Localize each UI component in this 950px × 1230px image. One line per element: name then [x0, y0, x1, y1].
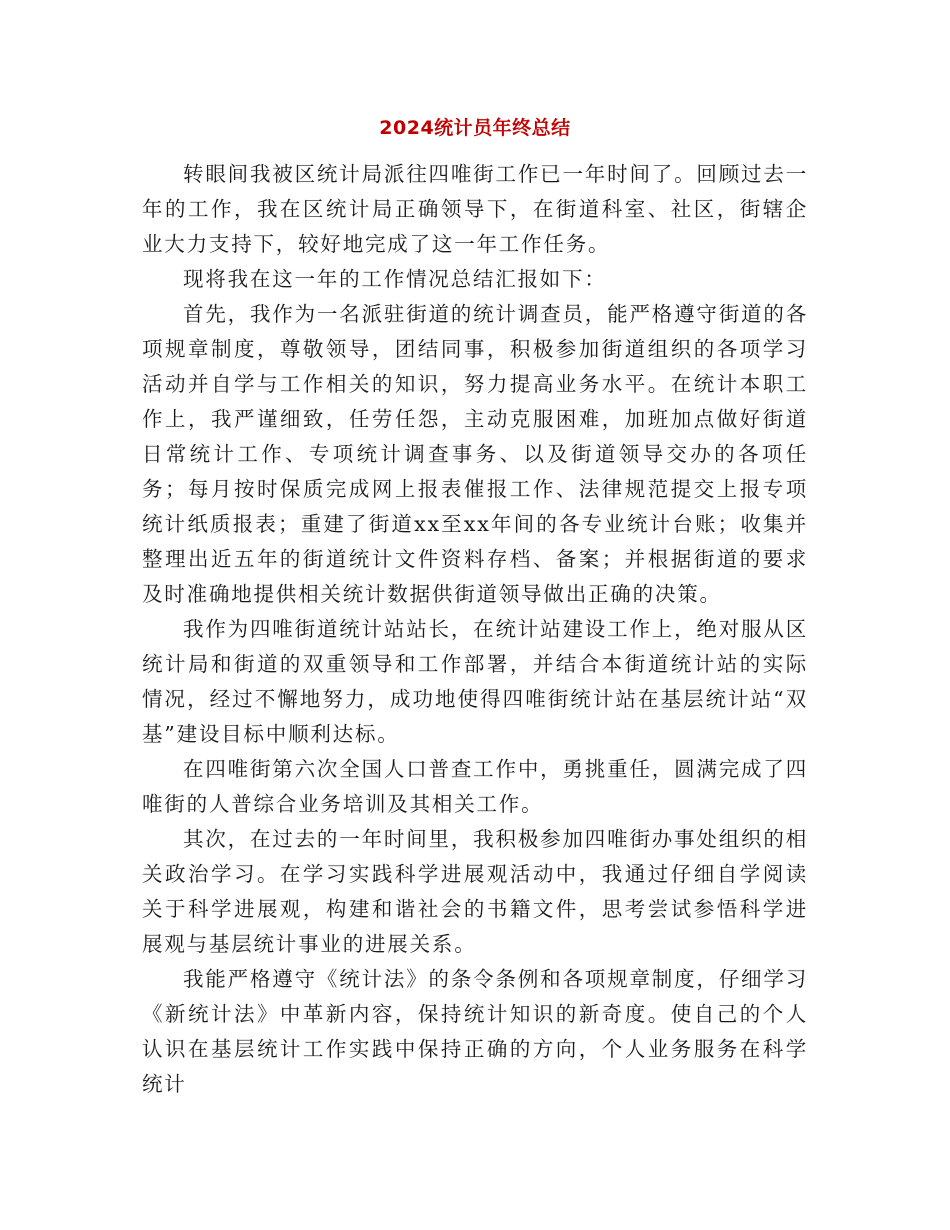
paragraph-intro: 转眼间我被区统计局派往四唯街工作已一年时间了。回顾过去一年的工作，我在区统计局正确领导下，在街道科室、社区，街辖企业大力支持下，较好地完成了这一年工作任务。 — [142, 162, 808, 256]
paragraph-statistics-law: 我能严格遵守《统计法》的条令条例和各项规章制度，仔细学习《新统计法》中革新内容，保持统计知识的新奇度。使自己的个人认识在基层统计工作实践中保持正确的方向，个人业务服务在科学统计 — [142, 967, 808, 1096]
document-title: 2024统计员年终总结 — [379, 117, 571, 139]
paragraph-first-duties: 首先，我作为一名派驻街道的统计调查员，能严格遵守街道的各项规章制度，尊敬领导，团结同事，积极参加街道组织的各项学习活动并自学与工作相关的知识，努力提高业务水平。在统计本职工作上，我严谨细致，任劳任怨，主动克服困难，加班加点做好街道日常统计工作、专项统计调查事务、以及街道领导交办的各项任务；每月按时保质完成网上报表催报工作、法律规范提交上报专项统计纸质报表；重建了街道xx至xx年间的各专业统计台账；收集并整理出近五年的街道统计文件资料存档、备案；并根据街道的要求及时准确地提供相关统计数据供街道领导做出正确的决策。 — [142, 302, 808, 606]
paragraph-station-building: 我作为四唯街道统计站站长，在统计站建设工作上，绝对服从区统计局和街道的双重领导和工作部署，并结合本街道统计站的实际情况，经过不懈地努力，成功地使得四唯街统计站在基层统计站“双基”建设目标中顺利达标。 — [142, 617, 808, 746]
paragraph-political-study: 其次，在过去的一年时间里，我积极参加四唯街办事处组织的相关政治学习。在学习实践科学进展观活动中，我通过仔细自学阅读关于科学进展观，构建和谐社会的书籍文件，思考尝试参悟科学进展观与基层统计事业的进展关系。 — [142, 827, 808, 956]
paragraph-summary-lead: 现将我在这一年的工作情况总结汇报如下： — [183, 267, 607, 291]
document-body — [142, 157, 808, 1102]
paragraph-census: 在四唯街第六次全国人口普查工作中，勇挑重任，圆满完成了四唯街的人普综合业务培训及其相关工作。 — [142, 757, 808, 816]
